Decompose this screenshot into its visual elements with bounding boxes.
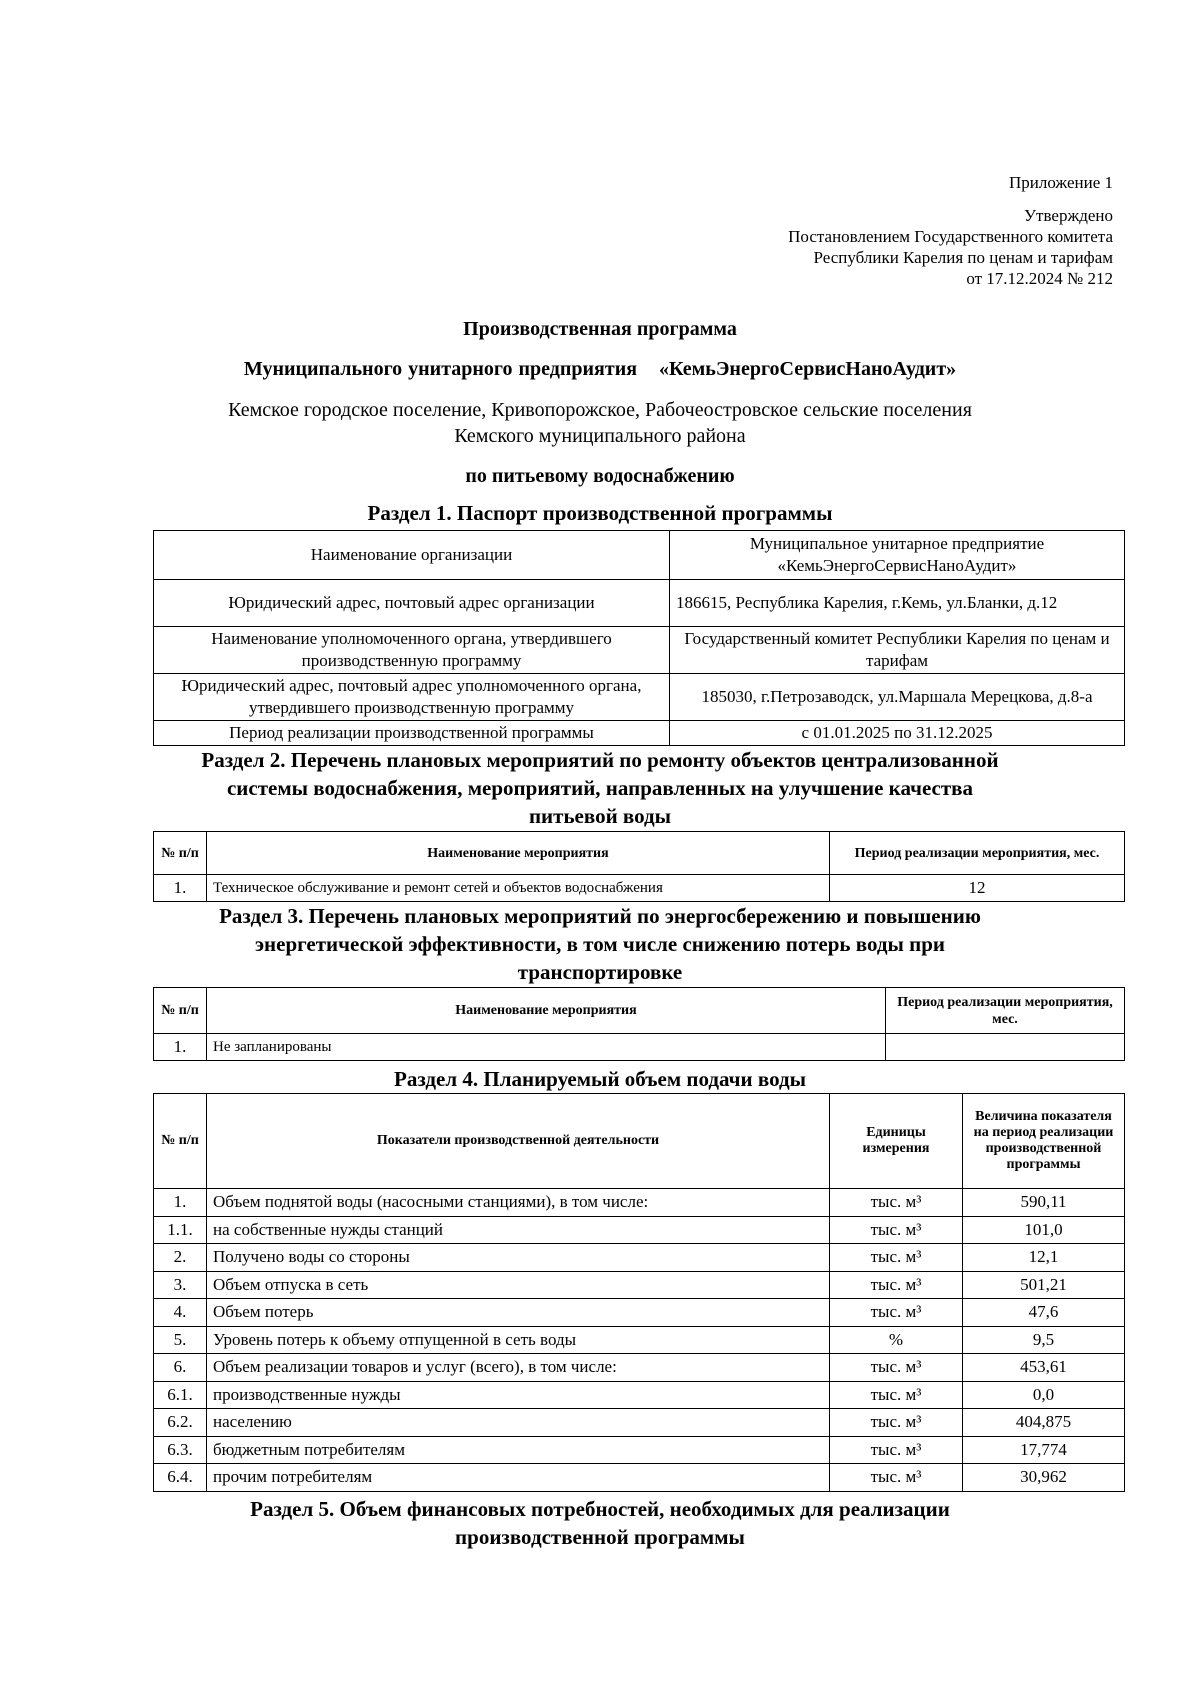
table-row [154,721,1125,746]
table-row [154,875,1125,902]
header-period: Период реализации мероприятия, мес. [830,832,1125,875]
header-value: Величина показателя на период реализации производственной программы [963,1094,1125,1189]
section3-heading-line-2: энергетической эффективности, в том числе снижению потерь воды при [254,932,946,956]
section5-heading-line-2: производственной программы [455,1525,745,1549]
cell-period [886,1034,1125,1061]
section1-heading: Раздел 1. Паспорт производственной программы [367,501,833,525]
cell-unit: тыс. м³ [830,1436,963,1464]
cell-value: 453,61 [963,1354,1125,1382]
cell-value: 17,774 [963,1436,1125,1464]
approval-line-2: Республики Карелия по ценам и тарифам [813,248,1113,267]
cell-value: 501,21 [963,1271,1125,1299]
header-unit: Единицы измерения [830,1094,963,1189]
area-line-2: Кемского муниципального района [454,425,746,447]
section3-heading-line-3: транспортировке [517,960,683,984]
cell-unit: тыс. м³ [830,1464,963,1492]
repair-measures-table [153,831,1125,902]
cell-indicator: прочим потребителям [207,1464,830,1492]
approval-block [788,172,1113,289]
cell-unit: тыс. м³ [830,1271,963,1299]
table-row [154,1436,1125,1464]
cell-name: Техническое обслуживание и ремонт сетей и объектов водоснабжения [207,875,830,902]
section4-heading: Раздел 4. Планируемый объем подачи воды [394,1067,806,1091]
organization-name: «КемьЭнергоСервисНаноАудит» [659,358,957,380]
approval-date: от 17.12.2024 № 212 [966,269,1113,288]
passport-value: 186615, Республика Карелия, г.Кемь, ул.Бланки, д.12 [670,580,1125,627]
cell-num: 1. [154,1189,207,1217]
annex-label: Приложение 1 [1009,173,1113,192]
table-row [154,1299,1125,1327]
passport-value: Муниципальное унитарное предприятие «КемьЭнергоСервисНаноАудит» [670,531,1125,580]
table-row [154,531,1125,580]
table-row [154,1464,1125,1492]
cell-value: 47,6 [963,1299,1125,1327]
cell-indicator: Объем потерь [207,1299,830,1327]
area-title [0,397,1200,449]
cell-indicator: на собственные нужды станций [207,1216,830,1244]
cell-num: 6.4. [154,1464,207,1492]
passport-table [153,530,1125,746]
cell-indicator: Уровень потерь к объему отпущенной в сеть воды [207,1326,830,1354]
passport-label: Юридический адрес, почтовый адрес уполномоченного органа, утвердившего производственную программу [154,674,670,721]
cell-value: 404,875 [963,1409,1125,1437]
approved-label: Утверждено [1024,206,1113,225]
cell-num: 2. [154,1244,207,1272]
water-supply-table [153,1093,1125,1492]
table-row [154,1216,1125,1244]
cell-num: 6. [154,1354,207,1382]
cell-unit: тыс. м³ [830,1381,963,1409]
header-period: Период реализации мероприятия, мес. [886,988,1125,1034]
table-header-row [154,988,1125,1034]
cell-indicator: Получено воды со стороны [207,1244,830,1272]
section5-heading [0,1495,1200,1551]
cell-indicator: бюджетным потребителям [207,1436,830,1464]
table-row [154,1381,1125,1409]
energy-measures-table [153,987,1125,1061]
cell-unit: тыс. м³ [830,1354,963,1382]
cell-num: 1.1. [154,1216,207,1244]
cell-value: 9,5 [963,1326,1125,1354]
passport-label: Наименование уполномоченного органа, утвердившего производственную программу [154,627,670,674]
approval-line-1: Постановлением Государственного комитета [788,227,1113,246]
passport-label: Юридический адрес, почтовый адрес организации [154,580,670,627]
cell-unit: тыс. м³ [830,1244,963,1272]
cell-num: 1. [154,1034,207,1061]
cell-num: 6.1. [154,1381,207,1409]
cell-num: 5. [154,1326,207,1354]
cell-num: 4. [154,1299,207,1327]
cell-value: 0,0 [963,1381,1125,1409]
table-row [154,1409,1125,1437]
cell-unit: тыс. м³ [830,1189,963,1217]
header-num: № п/п [154,1094,207,1189]
header-indicator: Показатели производственной деятельности [207,1094,830,1189]
table-row [154,1326,1125,1354]
section2-heading-line-2: системы водоснабжения, мероприятий, направленных на улучшение качества [226,776,974,800]
cell-indicator: производственные нужды [207,1381,830,1409]
cell-indicator: населению [207,1409,830,1437]
passport-value: 185030, г.Петрозаводск, ул.Маршала Мерецкова, д.8-а [670,674,1125,721]
cell-indicator: Объем отпуска в сеть [207,1271,830,1299]
cell-name: Не запланированы [207,1034,886,1061]
section2-heading [0,746,1200,830]
table-row [154,627,1125,674]
cell-indicator: Объем поднятой воды (насосными станциями), в том числе: [207,1189,830,1217]
table-row [154,1271,1125,1299]
cell-unit: тыс. м³ [830,1216,963,1244]
cell-value: 12,1 [963,1244,1125,1272]
table-header-row [154,1094,1125,1189]
cell-value: 30,962 [963,1464,1125,1492]
table-row [154,1354,1125,1382]
section2-heading-line-3: питьевой воды [528,804,672,828]
table-row [154,1244,1125,1272]
table-header-row [154,832,1125,875]
section5-heading-line-1: Раздел 5. Объем финансовых потребностей, необходимых для реализации [250,1497,950,1521]
section3-heading [0,902,1200,986]
organization-prefix: Муниципального унитарного предприятия [243,358,638,380]
cell-num: 6.3. [154,1436,207,1464]
program-title: Производственная программа [463,318,737,340]
cell-period: 12 [830,875,1125,902]
cell-unit: тыс. м³ [830,1409,963,1437]
table-row [154,1034,1125,1061]
cell-value: 101,0 [963,1216,1125,1244]
header-num: № п/п [154,832,207,875]
header-name: Наименование мероприятия [207,988,886,1034]
cell-unit: тыс. м³ [830,1299,963,1327]
passport-label: Период реализации производственной программы [154,721,670,746]
cell-num: 1. [154,875,207,902]
cell-num: 3. [154,1271,207,1299]
section2-heading-line-1: Раздел 2. Перечень плановых мероприятий по ремонту объектов централизованной [201,748,999,772]
table-row [154,1189,1125,1217]
header-name: Наименование мероприятия [207,832,830,875]
header-num: № п/п [154,988,207,1034]
table-row [154,580,1125,627]
passport-label: Наименование организации [154,531,670,580]
table-row [154,674,1125,721]
area-line-1: Кемское городское поселение, Кривопорожское, Рабочеостровское сельские поселения [228,399,972,421]
cell-indicator: Объем реализации товаров и услуг (всего), в том числе: [207,1354,830,1382]
organization-title [0,358,1200,381]
passport-value: с 01.01.2025 по 31.12.2025 [670,721,1125,746]
cell-unit: % [830,1326,963,1354]
cell-num: 6.2. [154,1409,207,1437]
passport-value: Государственный комитет Республики Карелия по ценам и тарифам [670,627,1125,674]
cell-value: 590,11 [963,1189,1125,1217]
section3-heading-line-1: Раздел 3. Перечень плановых мероприятий по энергосбережению и повышению [219,904,981,928]
service-title: по питьевому водоснабжению [465,465,735,487]
